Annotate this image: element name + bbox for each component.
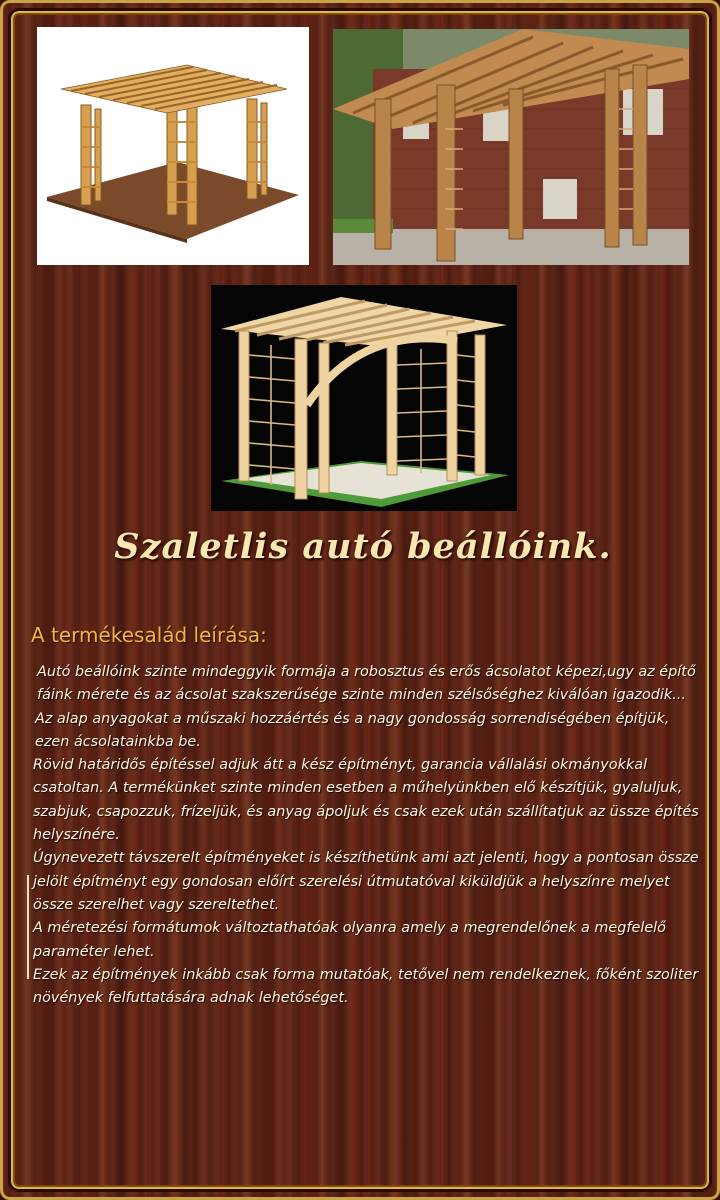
pergola-render-photo xyxy=(37,27,309,265)
paragraph: Rövid határidős építéssel adjuk átt a kész építményt, garancia vállalási okmányokkal csatoltan. A termékünket szinte minden esetben a műhelyünkben elő készítjük, gyaluljuk, szabjuk, csapozzuk, frízeljük, és anyag ápoljuk és csak ezek után szállítatjuk az üssze építés helyszínére. xyxy=(33,757,699,844)
paragraph: A méretezési formátumok változtathatóak olyanra amely a megrendelőnek a megfelelő paraméter lehet. xyxy=(33,920,666,960)
page-title: Szaletlis autó beállóink. xyxy=(114,526,612,567)
paragraph: Autó beállóink szinte mindeggyik formája a robosztus és erős ácsolatot képezi,ugy az építő fáink mérete és az ácsolat szakszerűsége szinte minden szélsőséghez kiválóan igazodik... xyxy=(37,664,696,704)
paragraph: Az alap anyagokat a műszaki hozzáértés és a nagy gondosság sorrendiségében építjük, ezen ácsolatainkba be. xyxy=(35,710,670,750)
section-subtitle: A termékesalád leírása: xyxy=(31,623,267,647)
paragraph: Ezek az építmények inkább csak forma mutatóak, tetővel nem rendelkeznek, főként szoliter növények felfuttatására adnak lehetőséget. xyxy=(33,966,699,1007)
description-text xyxy=(33,661,701,1010)
pergola-house-photo xyxy=(333,29,689,265)
paragraph: Úgynevezett távszerelt építményeket is készíthetünk ami azt jelenti, hogy a pontosan össze jelölt építményt egy gondosan előírt szerelési útmutatóval kiküldjük a helyszínre melyet össze szerelhet vagy szereltethet. xyxy=(33,850,699,913)
text-margin-line xyxy=(27,875,29,979)
arched-pergola-photo xyxy=(211,285,517,511)
